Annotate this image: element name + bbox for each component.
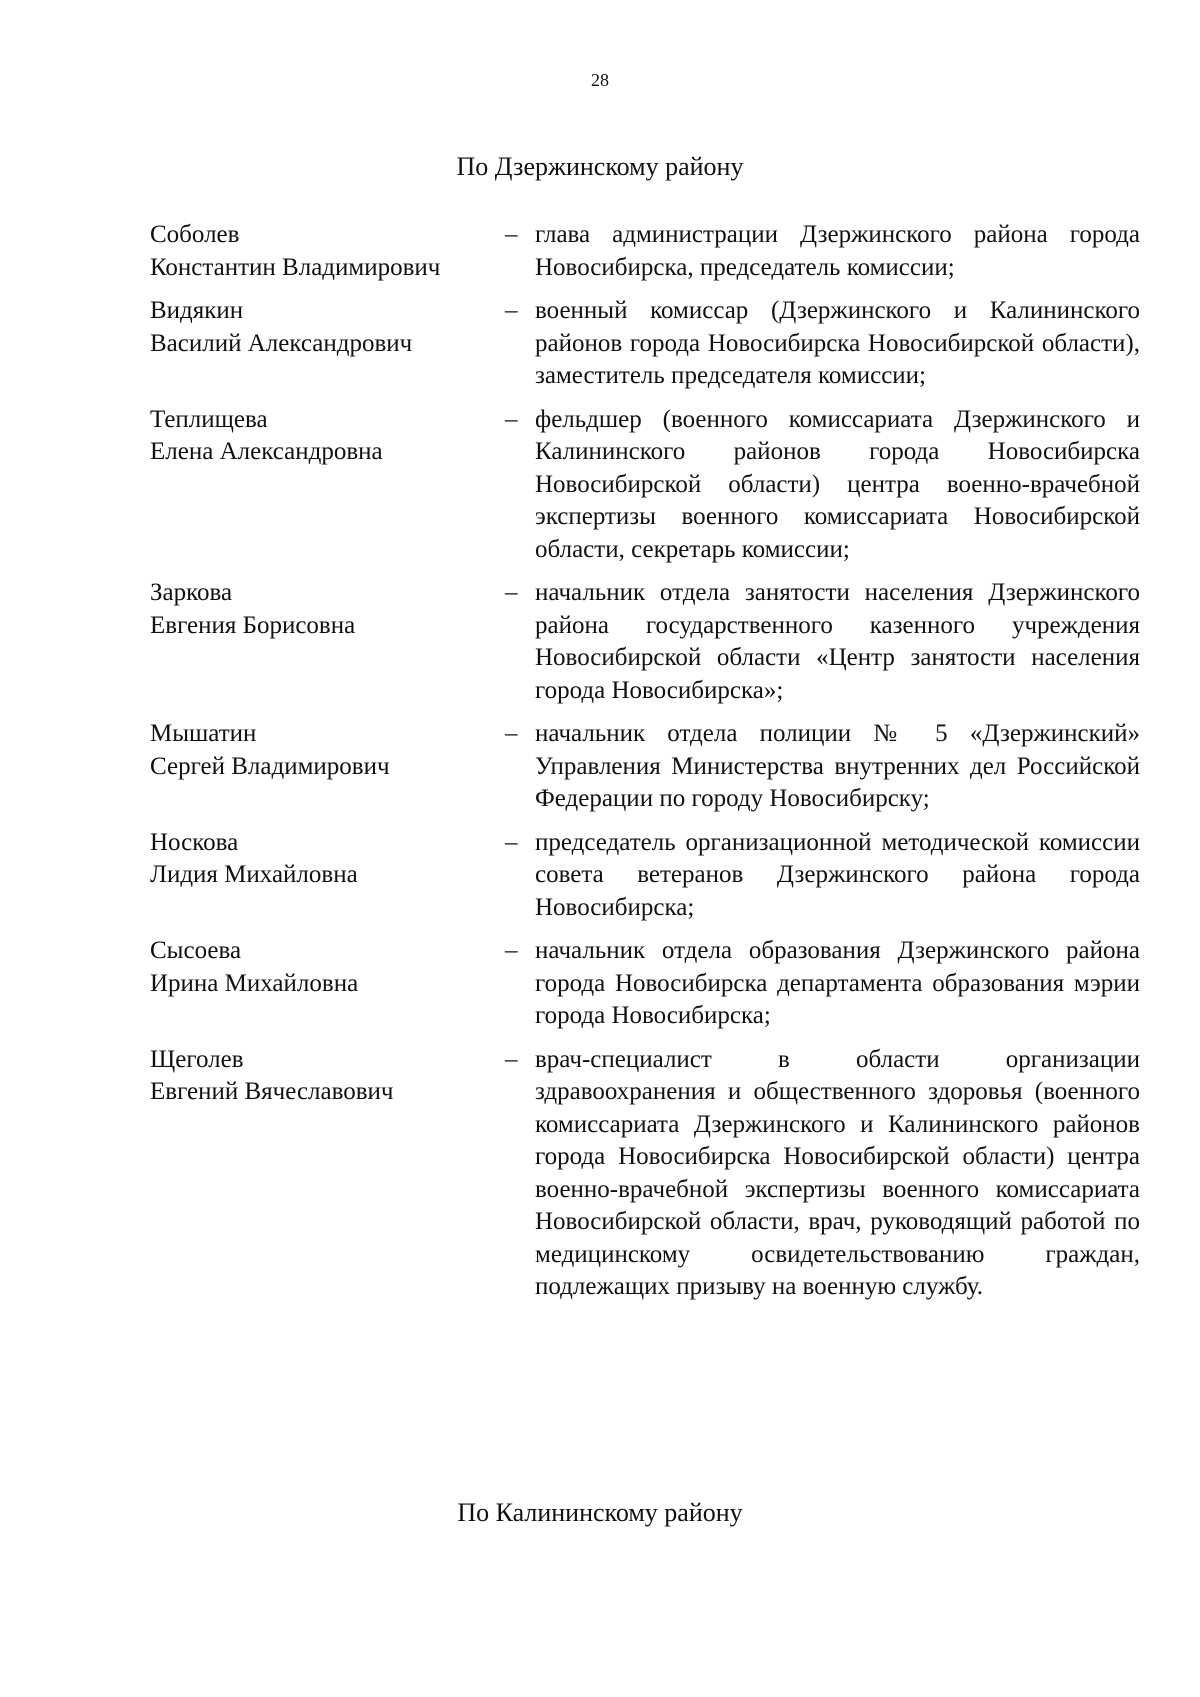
member-surname: Носкова [150, 828, 239, 856]
member-row [150, 577, 1146, 707]
member-surname: Видякин [150, 297, 244, 324]
member-surname: Соболев [150, 221, 240, 248]
member-given-names: Василий Александрович [150, 329, 413, 357]
dash-separator: – [505, 1045, 518, 1073]
dash-separator: – [505, 579, 518, 606]
member-name [150, 577, 500, 707]
member-name [150, 827, 500, 925]
dash-separator: – [505, 221, 518, 248]
member-given-names: Елена Александровна [150, 438, 383, 465]
member-given-names: Лидия Михайловна [150, 861, 358, 888]
member-given-names: Евгений Вячеславович [150, 1078, 394, 1105]
member-row [150, 718, 1146, 816]
member-surname: Теплищева [150, 405, 268, 433]
dash-separator: – [505, 297, 518, 324]
member-given-names: Ирина Михайловна [150, 969, 359, 997]
member-surname: Мышатин [150, 720, 257, 747]
member-role: председатель организационной методической комиссии совета ветеранов Дзержинского района города Новосибирска; [535, 828, 1140, 921]
member-role: начальник отдела образования Дзержинского района города Новосибирска департамента образования мэрии города Новосибирска; [535, 937, 1140, 1029]
dash-separator: – [505, 828, 518, 856]
member-name [150, 1044, 500, 1304]
member-name [150, 935, 500, 1033]
member-name [150, 219, 500, 284]
section-heading-kalininsky: По Калининскому району [457, 1498, 743, 1527]
member-row [150, 404, 1146, 567]
commission-members-list [150, 219, 1146, 1315]
member-row [150, 295, 1146, 393]
member-role: глава администрации Дзержинского района города Новосибирска, председатель комиссии; [535, 221, 1140, 281]
section-heading-dzerzhinsky: По Дзержинскому району [456, 152, 744, 181]
member-surname: Щеголев [150, 1045, 244, 1073]
member-given-names: Евгения Борисовна [150, 611, 356, 639]
dash-separator: – [505, 720, 518, 747]
member-surname: Сысоева [150, 937, 242, 964]
member-role: фельдшер (военного комиссариата Дзержинского и Калининского районов города Новосибирска Новосибирской области) центра военно-врачебной экспертизы военного комиссариата Новосибирской области, секретарь комиссии; [535, 405, 1140, 563]
member-row [150, 219, 1146, 284]
member-row [150, 935, 1146, 1033]
member-role: военный комиссар (Дзержинского и Калининского районов города Новосибирска Новосибирской области), заместитель председателя комиссии; [535, 297, 1140, 389]
dash-separator: – [505, 405, 518, 433]
page-number: 28 [591, 70, 609, 90]
member-given-names: Сергей Владимирович [150, 752, 390, 780]
member-row [150, 827, 1146, 925]
member-name [150, 404, 500, 567]
member-name [150, 718, 500, 816]
member-role: врач-специалист в области организации здравоохранения и общественного здоровья (военного комиссариата Дзержинского и Калининского районов города Новосибирска Новосибирской области) центра военно-врачебной экспертизы военного комиссариата Новосибирской области, врач, руководящий работой по медицинскому освидетельствованию граждан, подлежащих призыву на военную службу. [535, 1045, 1140, 1300]
member-given-names: Константин Владимирович [150, 253, 441, 281]
member-row [150, 1044, 1146, 1304]
member-name [150, 295, 500, 393]
member-surname: Заркова [150, 579, 233, 606]
member-role: начальник отдела занятости населения Дзержинского района государственного казенного учреждения Новосибирской области «Центр занятости населения города Новосибирска»; [535, 579, 1140, 704]
dash-separator: – [505, 937, 518, 964]
member-role: начальник отдела полиции № 5 «Дзержинский» Управления Министерства внутренних дел Российской Федерации по городу Новосибирску; [535, 720, 1140, 812]
